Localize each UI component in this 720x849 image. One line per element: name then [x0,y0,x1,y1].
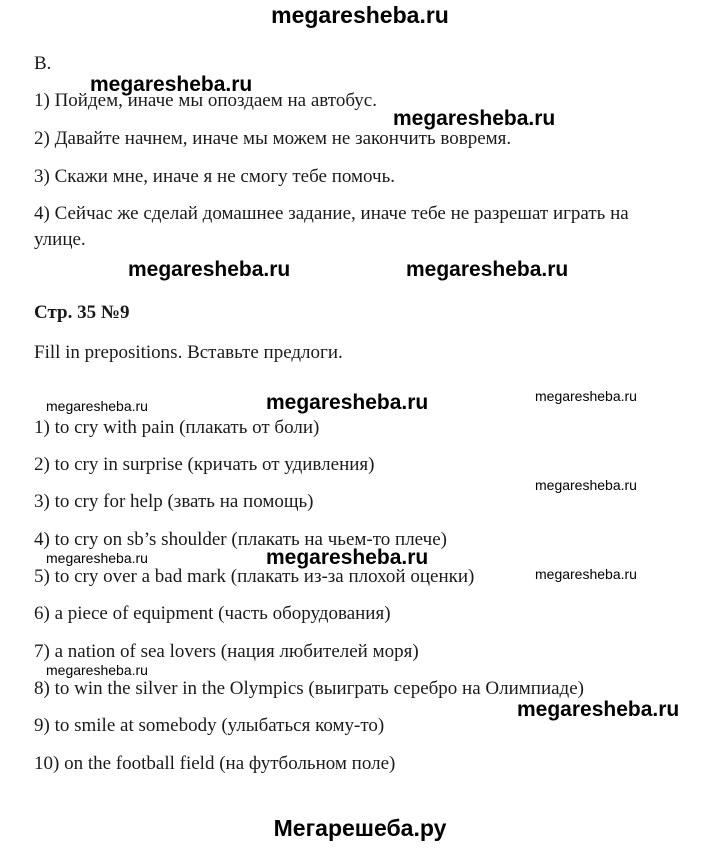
watermark: megaresheba.ru [406,258,569,281]
exercise-item-8: 8) to win the silver in the Olympics (выиграть серебро на Олимпиаде) [34,678,584,699]
exercise-item-1: 1) to cry with pain (плакать от боли) [34,417,320,438]
exercise-item-6: 6) a piece of equipment (часть оборудования) [34,603,391,624]
watermark: megaresheba.ru [128,258,291,281]
watermark: megaresheba.ru [535,388,637,404]
exercise-heading: Стр. 35 №9 [34,302,130,323]
section-b-item-4-cont: улице. [34,229,86,250]
watermark: megaresheba.ru [46,662,148,678]
watermark: megaresheba.ru [46,550,148,566]
exercise-item-5: 5) to cry over a bad mark (плакать из-за плохой оценки) [34,566,475,587]
exercise-item-4: 4) to cry on sb’s shoulder (плакать на чьем-то плече) [34,529,447,550]
section-b-item-1: 1) Пойдем, иначе мы опоздаем на автобус. [34,90,377,111]
watermark: megaresheba.ru [266,391,429,414]
footer-site-title: Мегарешеба.ру [273,815,447,841]
exercise-item-10: 10) on the football field (на футбольном поле) [34,753,396,774]
header-site-title: megaresheba.ru [271,2,449,28]
exercise-item-9: 9) to smile at somebody (улыбаться кому-то) [34,715,385,736]
watermark: megaresheba.ru [535,566,637,582]
watermark: megaresheba.ru [90,73,253,96]
watermark: megaresheba.ru [46,398,148,414]
exercise-item-2: 2) to cry in surprise (кричать от удивления) [34,454,375,475]
watermark: megaresheba.ru [535,477,637,493]
watermark: megaresheba.ru [266,546,429,569]
section-b-item-3: 3) Скажи мне, иначе я не смогу тебе помочь. [34,166,396,187]
section-b-label: B. [34,53,52,74]
section-b-item-4: 4) Сейчас же сделай домашнее задание, иначе тебе не разрешат играть на [34,203,629,224]
exercise-item-3: 3) to cry for help (звать на помощь) [34,491,314,512]
exercise-instruction: Fill in prepositions. Вставьте предлоги. [34,342,343,363]
watermark: megaresheba.ru [517,698,680,721]
exercise-item-7: 7) a nation of sea lovers (нация любителей моря) [34,641,419,662]
watermark: megaresheba.ru [393,107,556,130]
section-b-item-2: 2) Давайте начнем, иначе мы можем не закончить вовремя. [34,128,512,149]
